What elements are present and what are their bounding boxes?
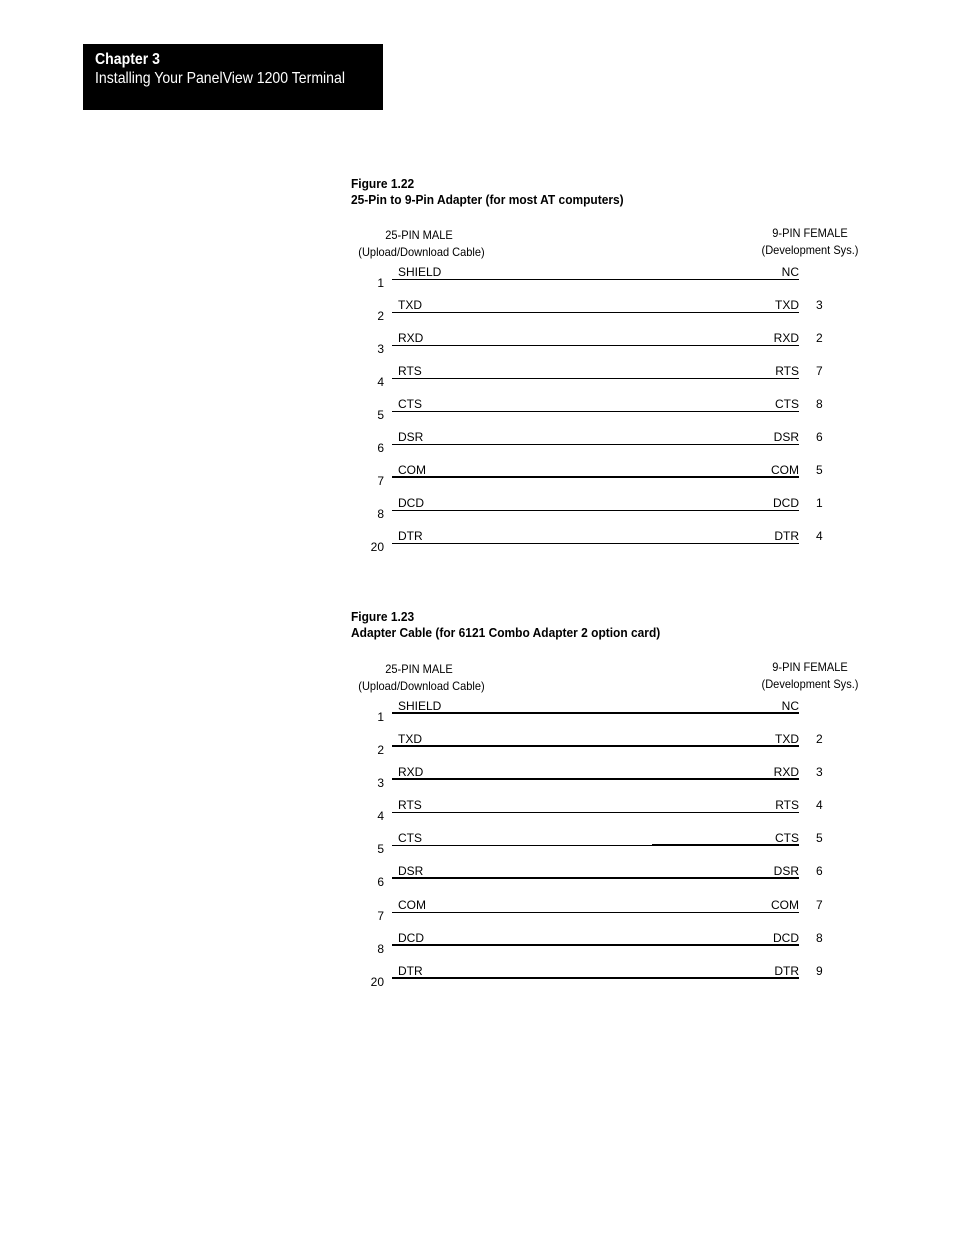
wire bbox=[392, 912, 799, 913]
pin-row bbox=[0, 397, 954, 430]
left-signal: CTS bbox=[398, 831, 422, 845]
pin-row bbox=[0, 496, 954, 529]
left-pin-number: 8 bbox=[377, 942, 384, 956]
left-pin-number: 20 bbox=[370, 540, 384, 554]
pin-row bbox=[0, 864, 954, 897]
right-signal: DTR bbox=[774, 964, 799, 978]
right-signal: COM bbox=[771, 898, 799, 912]
left-header-line2: (Upload/Download Cable) bbox=[358, 245, 485, 259]
right-pin-number: 7 bbox=[816, 898, 823, 912]
right-pin-number: 9 bbox=[816, 964, 823, 978]
pin-row bbox=[0, 430, 954, 463]
left-pin-number: 1 bbox=[377, 276, 384, 290]
left-header-line1: 25-PIN MALE bbox=[385, 662, 453, 676]
wire bbox=[392, 845, 652, 846]
left-signal: DSR bbox=[398, 430, 424, 444]
right-pin-number: 3 bbox=[816, 765, 823, 779]
right-signal: TXD bbox=[775, 732, 799, 746]
pin-row bbox=[0, 898, 954, 931]
wire bbox=[392, 543, 799, 544]
left-signal: RTS bbox=[398, 364, 422, 378]
wire-segment bbox=[652, 844, 799, 846]
right-pin-number: 7 bbox=[816, 364, 823, 378]
right-pin-number: 6 bbox=[816, 864, 823, 878]
right-signal: DTR bbox=[774, 529, 799, 543]
right-header bbox=[759, 659, 860, 693]
chapter-header bbox=[83, 44, 383, 110]
left-signal: CTS bbox=[398, 397, 422, 411]
right-signal: RXD bbox=[773, 765, 799, 779]
left-pin-number: 4 bbox=[377, 375, 384, 389]
left-pin-number: 3 bbox=[377, 342, 384, 356]
right-signal: DSR bbox=[773, 430, 799, 444]
left-signal: DSR bbox=[398, 864, 424, 878]
right-signal: CTS bbox=[775, 831, 799, 845]
pin-row bbox=[0, 732, 954, 765]
pin-row bbox=[0, 331, 954, 364]
right-header bbox=[759, 225, 860, 259]
right-pin-number: 2 bbox=[816, 331, 823, 345]
left-signal: COM bbox=[398, 898, 426, 912]
right-signal: RTS bbox=[775, 364, 799, 378]
chapter-subtitle: Installing Your PanelView 1200 Terminal bbox=[95, 70, 345, 87]
pin-row bbox=[0, 699, 954, 732]
wire bbox=[392, 510, 799, 511]
left-pin-number: 20 bbox=[370, 975, 384, 989]
right-signal: NC bbox=[781, 699, 799, 713]
right-signal: DCD bbox=[773, 931, 799, 945]
wire bbox=[392, 279, 799, 280]
left-signal: RXD bbox=[398, 765, 424, 779]
left-pin-number: 7 bbox=[377, 909, 384, 923]
wire bbox=[392, 977, 799, 979]
wire bbox=[392, 712, 799, 714]
left-pin-number: 8 bbox=[377, 507, 384, 521]
pin-row bbox=[0, 529, 954, 562]
left-pin-number: 6 bbox=[377, 875, 384, 889]
left-pin-number: 4 bbox=[377, 809, 384, 823]
left-pin-number: 7 bbox=[377, 474, 384, 488]
wire bbox=[392, 312, 799, 313]
wire bbox=[392, 444, 799, 445]
right-header-line2: (Development Sys.) bbox=[761, 243, 859, 257]
left-signal: DTR bbox=[398, 529, 423, 543]
pin-row bbox=[0, 931, 954, 964]
pin-row bbox=[0, 298, 954, 331]
figure-title: 25-Pin to 9-Pin Adapter (for most AT computers) bbox=[351, 192, 624, 207]
left-pin-number: 5 bbox=[377, 842, 384, 856]
left-header bbox=[358, 661, 485, 695]
right-header-line1: 9-PIN FEMALE bbox=[772, 660, 848, 674]
right-signal: COM bbox=[771, 463, 799, 477]
right-header-line2: (Development Sys.) bbox=[761, 677, 859, 691]
pin-row bbox=[0, 964, 954, 997]
right-pin-number: 4 bbox=[816, 798, 823, 812]
wire bbox=[392, 877, 799, 879]
right-pin-number: 2 bbox=[816, 732, 823, 746]
chapter-label: Chapter 3 bbox=[95, 51, 160, 68]
left-signal: DTR bbox=[398, 964, 423, 978]
figure-number: Figure 1.22 bbox=[351, 176, 415, 191]
left-signal: RXD bbox=[398, 331, 424, 345]
right-pin-number: 8 bbox=[816, 931, 823, 945]
wire bbox=[392, 745, 799, 747]
left-signal: DCD bbox=[398, 931, 424, 945]
left-signal: SHIELD bbox=[398, 265, 442, 279]
wire bbox=[392, 411, 799, 412]
wire bbox=[392, 944, 799, 946]
left-signal: RTS bbox=[398, 798, 422, 812]
figure-number: Figure 1.23 bbox=[351, 609, 415, 624]
right-signal: NC bbox=[781, 265, 799, 279]
right-signal: DCD bbox=[773, 496, 799, 510]
left-pin-number: 2 bbox=[377, 309, 384, 323]
right-pin-number: 1 bbox=[816, 496, 823, 510]
right-pin-number: 5 bbox=[816, 831, 823, 845]
left-signal: TXD bbox=[398, 298, 422, 312]
pin-row bbox=[0, 765, 954, 798]
left-signal: TXD bbox=[398, 732, 422, 746]
left-pin-number: 6 bbox=[377, 441, 384, 455]
pin-row bbox=[0, 265, 954, 298]
pin-row bbox=[0, 463, 954, 496]
figure-title: Adapter Cable (for 6121 Combo Adapter 2 option card) bbox=[351, 625, 661, 640]
right-signal: CTS bbox=[775, 397, 799, 411]
wire bbox=[392, 378, 799, 379]
left-pin-number: 1 bbox=[377, 710, 384, 724]
left-signal: DCD bbox=[398, 496, 424, 510]
left-pin-number: 2 bbox=[377, 743, 384, 757]
pin-row bbox=[0, 831, 954, 864]
left-header-line1: 25-PIN MALE bbox=[385, 228, 453, 242]
right-signal: RTS bbox=[775, 798, 799, 812]
wire bbox=[392, 476, 799, 478]
wire bbox=[392, 345, 799, 346]
left-header bbox=[358, 227, 485, 261]
right-signal: DSR bbox=[773, 864, 799, 878]
left-signal: COM bbox=[398, 463, 426, 477]
right-pin-number: 4 bbox=[816, 529, 823, 543]
right-signal: TXD bbox=[775, 298, 799, 312]
left-signal: SHIELD bbox=[398, 699, 442, 713]
pin-row bbox=[0, 364, 954, 397]
right-pin-number: 3 bbox=[816, 298, 823, 312]
right-signal: RXD bbox=[773, 331, 799, 345]
right-pin-number: 6 bbox=[816, 430, 823, 444]
right-pin-number: 8 bbox=[816, 397, 823, 411]
wire bbox=[392, 812, 799, 813]
pin-row bbox=[0, 798, 954, 831]
right-header-line1: 9-PIN FEMALE bbox=[772, 226, 848, 240]
left-header-line2: (Upload/Download Cable) bbox=[358, 679, 485, 693]
wire bbox=[392, 778, 799, 780]
right-pin-number: 5 bbox=[816, 463, 823, 477]
left-pin-number: 3 bbox=[377, 776, 384, 790]
left-pin-number: 5 bbox=[377, 408, 384, 422]
